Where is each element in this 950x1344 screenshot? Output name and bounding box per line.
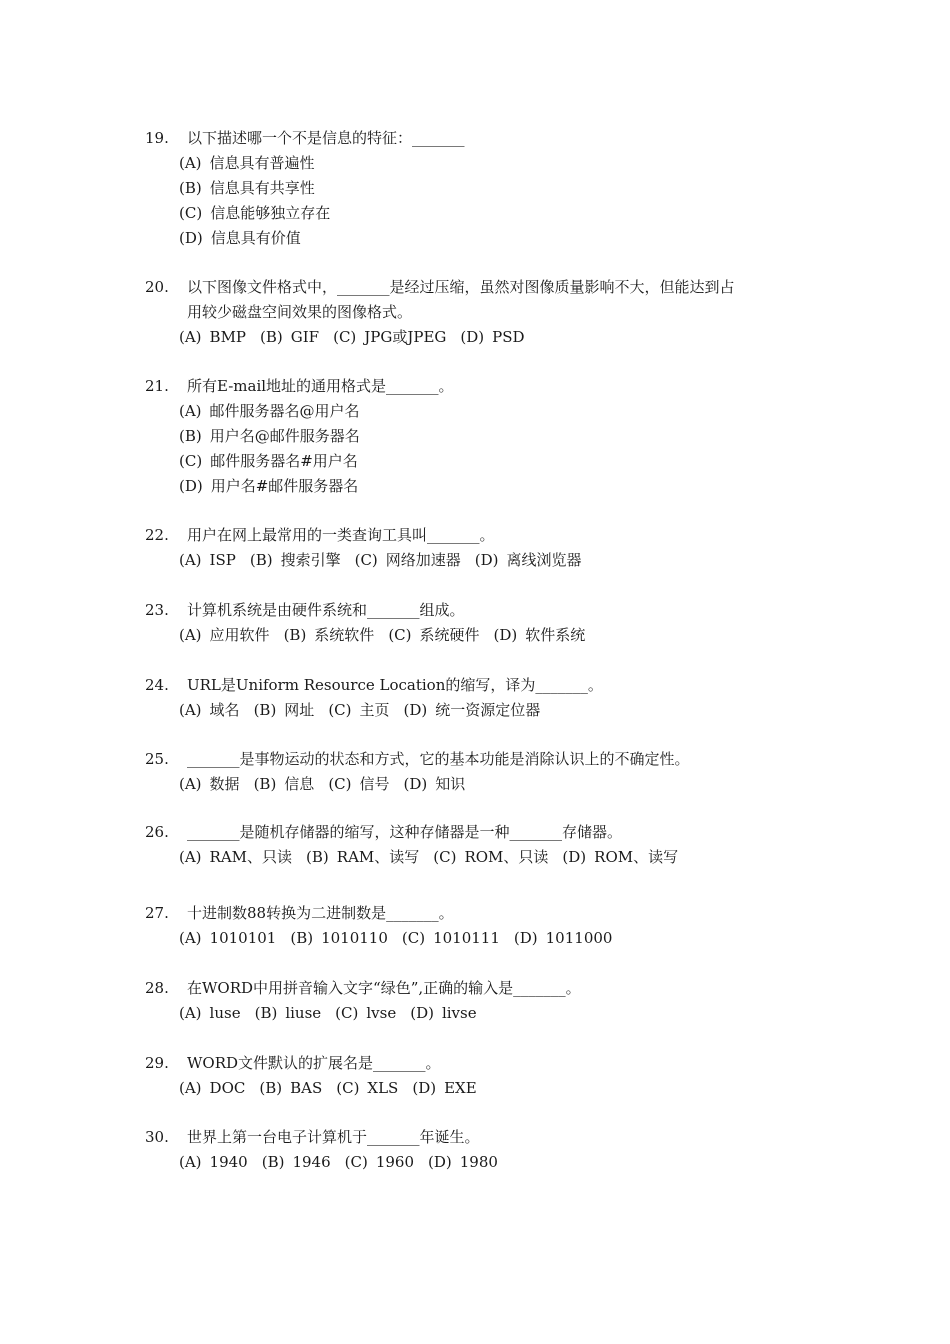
- answer-option[interactable]: [179, 449, 825, 474]
- question-text: _______是事物运动的状态和方式，它的基本功能是消除认识上的不确定性。: [187, 750, 690, 768]
- option-label: (C): [388, 626, 412, 644]
- option-label: (A): [179, 154, 202, 172]
- option-label: (A): [179, 1079, 202, 1097]
- answer-option[interactable]: [179, 474, 825, 499]
- question-number: 30.: [145, 1128, 169, 1146]
- option-label: (D): [513, 929, 538, 947]
- option-label: (B): [254, 1004, 278, 1022]
- option-group: [145, 623, 825, 648]
- answer-option[interactable]: [494, 623, 586, 648]
- question-block: [145, 820, 825, 870]
- answer-option[interactable]: [460, 325, 524, 350]
- option-text: 信息具有价值: [210, 229, 301, 247]
- option-text: ROM、读写: [594, 848, 679, 866]
- question-number: 27.: [145, 904, 169, 922]
- option-text: GIF: [290, 328, 320, 346]
- option-text: 离线浏览器: [506, 551, 582, 569]
- question-number: 20.: [145, 278, 169, 296]
- option-text: 应用软件: [209, 626, 270, 644]
- option-label: (C): [333, 328, 357, 346]
- question-text: WORD文件默认的扩展名是_______。: [187, 1054, 441, 1072]
- option-label: (A): [179, 701, 202, 719]
- answer-option[interactable]: [179, 1150, 248, 1175]
- option-text: 1980: [459, 1153, 498, 1171]
- answer-option[interactable]: [179, 772, 240, 797]
- question-stem: [145, 747, 825, 772]
- option-text: BAS: [290, 1079, 323, 1097]
- option-label: (D): [460, 328, 485, 346]
- question-text: 十进制数88转换为二进制数是_______。: [187, 904, 454, 922]
- answer-option[interactable]: [388, 623, 479, 648]
- option-text: 1010110: [321, 929, 388, 947]
- question-number: 26.: [145, 823, 169, 841]
- option-label: (B): [306, 848, 329, 866]
- option-label: (C): [179, 204, 203, 222]
- option-label: (B): [253, 775, 277, 793]
- answer-option[interactable]: [250, 548, 341, 573]
- question-text: URL是Uniform Resource Location的缩写，译为_______。: [187, 676, 603, 694]
- option-text: lvse: [366, 1004, 397, 1022]
- option-label: (D): [179, 477, 203, 495]
- option-text: 信息能够独立存在: [210, 204, 331, 222]
- question-block: [145, 126, 825, 251]
- option-label: (B): [290, 929, 314, 947]
- option-text: JPG或JPEG: [364, 328, 447, 346]
- question-number: 25.: [145, 750, 169, 768]
- answer-option[interactable]: [328, 772, 389, 797]
- answer-option[interactable]: [306, 845, 419, 870]
- question-text: 用户在网上最常用的一类查询工具叫_______。: [187, 526, 495, 544]
- option-label: (A): [179, 1004, 202, 1022]
- option-text: 网址: [284, 701, 315, 719]
- question-text: 计算机系统是由硬件系统和_______组成。: [187, 601, 465, 619]
- option-text: 1011000: [545, 929, 613, 947]
- option-text: 邮件服务器名#用户名: [210, 452, 358, 470]
- question-text: 所有E-mail地址的通用格式是_______。: [187, 377, 454, 395]
- option-text: RAM、只读: [209, 848, 293, 866]
- option-text: 系统软件: [314, 626, 375, 644]
- option-label: (B): [259, 1079, 283, 1097]
- option-label: (A): [179, 1153, 202, 1171]
- option-text: 1010111: [433, 929, 500, 947]
- answer-option[interactable]: [475, 548, 582, 573]
- option-text: 数据: [209, 775, 240, 793]
- question-block: [145, 374, 825, 499]
- option-label: (A): [179, 551, 202, 569]
- option-label: (B): [261, 1153, 285, 1171]
- option-group: [145, 325, 825, 350]
- option-text: RAM、读写: [336, 848, 420, 866]
- option-label: (D): [403, 701, 428, 719]
- question-text: 世界上第一台电子计算机于_______年诞生。: [187, 1128, 480, 1146]
- option-label: (B): [249, 551, 273, 569]
- option-label: (C): [401, 929, 426, 947]
- answer-option[interactable]: [290, 926, 388, 951]
- option-label: (C): [354, 551, 378, 569]
- answer-option[interactable]: [433, 845, 548, 870]
- answer-option[interactable]: [412, 1076, 476, 1101]
- option-group: [145, 151, 825, 251]
- answer-option[interactable]: [333, 325, 446, 350]
- question-number: 19.: [145, 129, 169, 147]
- option-label: (B): [283, 626, 307, 644]
- option-label: (C): [336, 1079, 360, 1097]
- option-group: [145, 845, 825, 870]
- answer-option[interactable]: [179, 226, 825, 251]
- answer-option[interactable]: [428, 1150, 498, 1175]
- answer-option[interactable]: [179, 325, 246, 350]
- question-stem: [145, 1051, 825, 1076]
- question-number: 29.: [145, 1054, 169, 1072]
- question-stem: [145, 598, 825, 623]
- option-text: 邮件服务器名@用户名: [209, 402, 360, 420]
- option-label: (A): [179, 328, 202, 346]
- option-text: 1010101: [209, 929, 277, 947]
- option-text: ISP: [209, 551, 236, 569]
- option-text: 搜索引擎: [280, 551, 341, 569]
- option-group: [145, 1076, 825, 1101]
- answer-option[interactable]: [179, 176, 825, 201]
- option-text: 域名: [209, 701, 240, 719]
- option-label: (B): [260, 328, 283, 346]
- question-block: [145, 673, 825, 723]
- option-label: (C): [179, 452, 203, 470]
- answer-option[interactable]: [410, 1001, 476, 1026]
- answer-option[interactable]: [254, 772, 315, 797]
- option-label: (B): [179, 179, 202, 197]
- option-label: (D): [412, 1079, 437, 1097]
- question-stem: [145, 126, 825, 151]
- option-text: 用户名@邮件服务器名: [209, 427, 360, 445]
- answer-option[interactable]: [179, 1076, 245, 1101]
- option-label: (D): [493, 626, 518, 644]
- question-text-continued: 用较少磁盘空间效果的图像格式。: [187, 303, 413, 321]
- question-number: 22.: [145, 526, 169, 544]
- answer-option[interactable]: [179, 1001, 241, 1026]
- answer-option[interactable]: [259, 1076, 322, 1101]
- option-text: 网络加速器: [385, 551, 461, 569]
- option-text: 知识: [435, 775, 466, 793]
- option-text: 信息具有共享性: [209, 179, 315, 197]
- option-text: 1940: [209, 1153, 248, 1171]
- option-group: [145, 548, 825, 573]
- option-label: (C): [328, 775, 352, 793]
- question-stem: [145, 275, 825, 300]
- answer-option[interactable]: [179, 623, 270, 648]
- question-number: 21.: [145, 377, 169, 395]
- answer-option[interactable]: [179, 151, 825, 176]
- option-group: [145, 1150, 825, 1175]
- option-text: PSD: [492, 328, 525, 346]
- answer-option[interactable]: [262, 1150, 331, 1175]
- option-text: BMP: [209, 328, 247, 346]
- option-group: [145, 399, 825, 499]
- answer-option[interactable]: [562, 845, 678, 870]
- answer-option[interactable]: [355, 548, 461, 573]
- option-group: [145, 926, 825, 951]
- question-stem: [145, 374, 825, 399]
- option-label: (D): [403, 775, 428, 793]
- answer-option[interactable]: [179, 698, 240, 723]
- question-block: [145, 1051, 825, 1101]
- option-label: (D): [562, 848, 587, 866]
- option-text: 软件系统: [525, 626, 586, 644]
- question-text: 以下描述哪一个不是信息的特征：_______: [187, 129, 465, 147]
- question-number: 28.: [145, 979, 169, 997]
- question-block: [145, 523, 825, 573]
- option-label: (D): [474, 551, 499, 569]
- answer-option[interactable]: [514, 926, 613, 951]
- option-text: livse: [441, 1004, 477, 1022]
- question-number: 23.: [145, 601, 169, 619]
- option-text: 用户名#邮件服务器名: [210, 477, 359, 495]
- option-text: ROM、只读: [464, 848, 549, 866]
- question-text: _______是随机存储器的缩写，这种存储器是一种_______存储器。: [187, 823, 623, 841]
- option-label: (C): [335, 1004, 359, 1022]
- option-label: (A): [179, 929, 202, 947]
- option-text: 信息具有普遍性: [209, 154, 315, 172]
- answer-option[interactable]: [335, 1001, 396, 1026]
- question-block: [145, 747, 825, 797]
- answer-option[interactable]: [260, 325, 319, 350]
- option-text: 1960: [375, 1153, 415, 1171]
- option-text: 主页: [359, 701, 390, 719]
- option-label: (A): [179, 626, 202, 644]
- option-label: (C): [433, 848, 457, 866]
- answer-option[interactable]: [179, 926, 276, 951]
- answer-option[interactable]: [179, 548, 236, 573]
- option-text: 信息: [284, 775, 315, 793]
- option-group: [145, 772, 825, 797]
- question-block: [145, 598, 825, 648]
- question-block: [145, 1125, 825, 1175]
- answer-option[interactable]: [179, 201, 825, 226]
- option-text: EXE: [444, 1079, 477, 1097]
- answer-option[interactable]: [402, 926, 500, 951]
- option-text: 统一资源定位器: [435, 701, 541, 719]
- option-group: [145, 698, 825, 723]
- question-block: [145, 901, 825, 951]
- option-label: (C): [344, 1153, 368, 1171]
- answer-option[interactable]: [336, 1076, 398, 1101]
- option-label: (A): [179, 848, 202, 866]
- option-text: DOC: [209, 1079, 246, 1097]
- answer-option[interactable]: [179, 845, 292, 870]
- option-group: [145, 1001, 825, 1026]
- question-text: 在WORD中用拼音输入文字“绿色”,正确的输入是_______。: [187, 979, 581, 997]
- option-text: 系统硬件: [419, 626, 480, 644]
- answer-option[interactable]: [345, 1150, 414, 1175]
- question-stem: [145, 1125, 825, 1150]
- question-stem: [145, 820, 825, 845]
- option-label: (D): [410, 1004, 434, 1022]
- question-text: 以下图像文件格式中，_______是经过压缩，虽然对图像质量影响不大，但能达到占: [187, 278, 735, 296]
- answer-option[interactable]: [404, 698, 541, 723]
- option-label: (A): [179, 775, 202, 793]
- answer-option[interactable]: [404, 772, 466, 797]
- answer-option[interactable]: [179, 399, 825, 424]
- option-label: (B): [253, 701, 277, 719]
- option-text: liuse: [285, 1004, 322, 1022]
- answer-option[interactable]: [328, 698, 389, 723]
- answer-option[interactable]: [255, 1001, 322, 1026]
- question-block: [145, 976, 825, 1026]
- answer-option[interactable]: [179, 424, 825, 449]
- option-text: 信号: [359, 775, 390, 793]
- option-label: (C): [328, 701, 352, 719]
- option-label: (A): [179, 402, 202, 420]
- answer-option[interactable]: [284, 623, 375, 648]
- question-stem: [145, 673, 825, 698]
- question-block: [145, 275, 825, 350]
- option-text: luse: [209, 1004, 241, 1022]
- question-number: 24.: [145, 676, 169, 694]
- question-stem: [145, 976, 825, 1001]
- option-label: (D): [428, 1153, 452, 1171]
- option-text: XLS: [367, 1079, 399, 1097]
- answer-option[interactable]: [254, 698, 315, 723]
- question-stem: [145, 523, 825, 548]
- option-text: 1946: [292, 1153, 331, 1171]
- option-label: (D): [179, 229, 203, 247]
- option-label: (B): [179, 427, 202, 445]
- question-stem: [145, 901, 825, 926]
